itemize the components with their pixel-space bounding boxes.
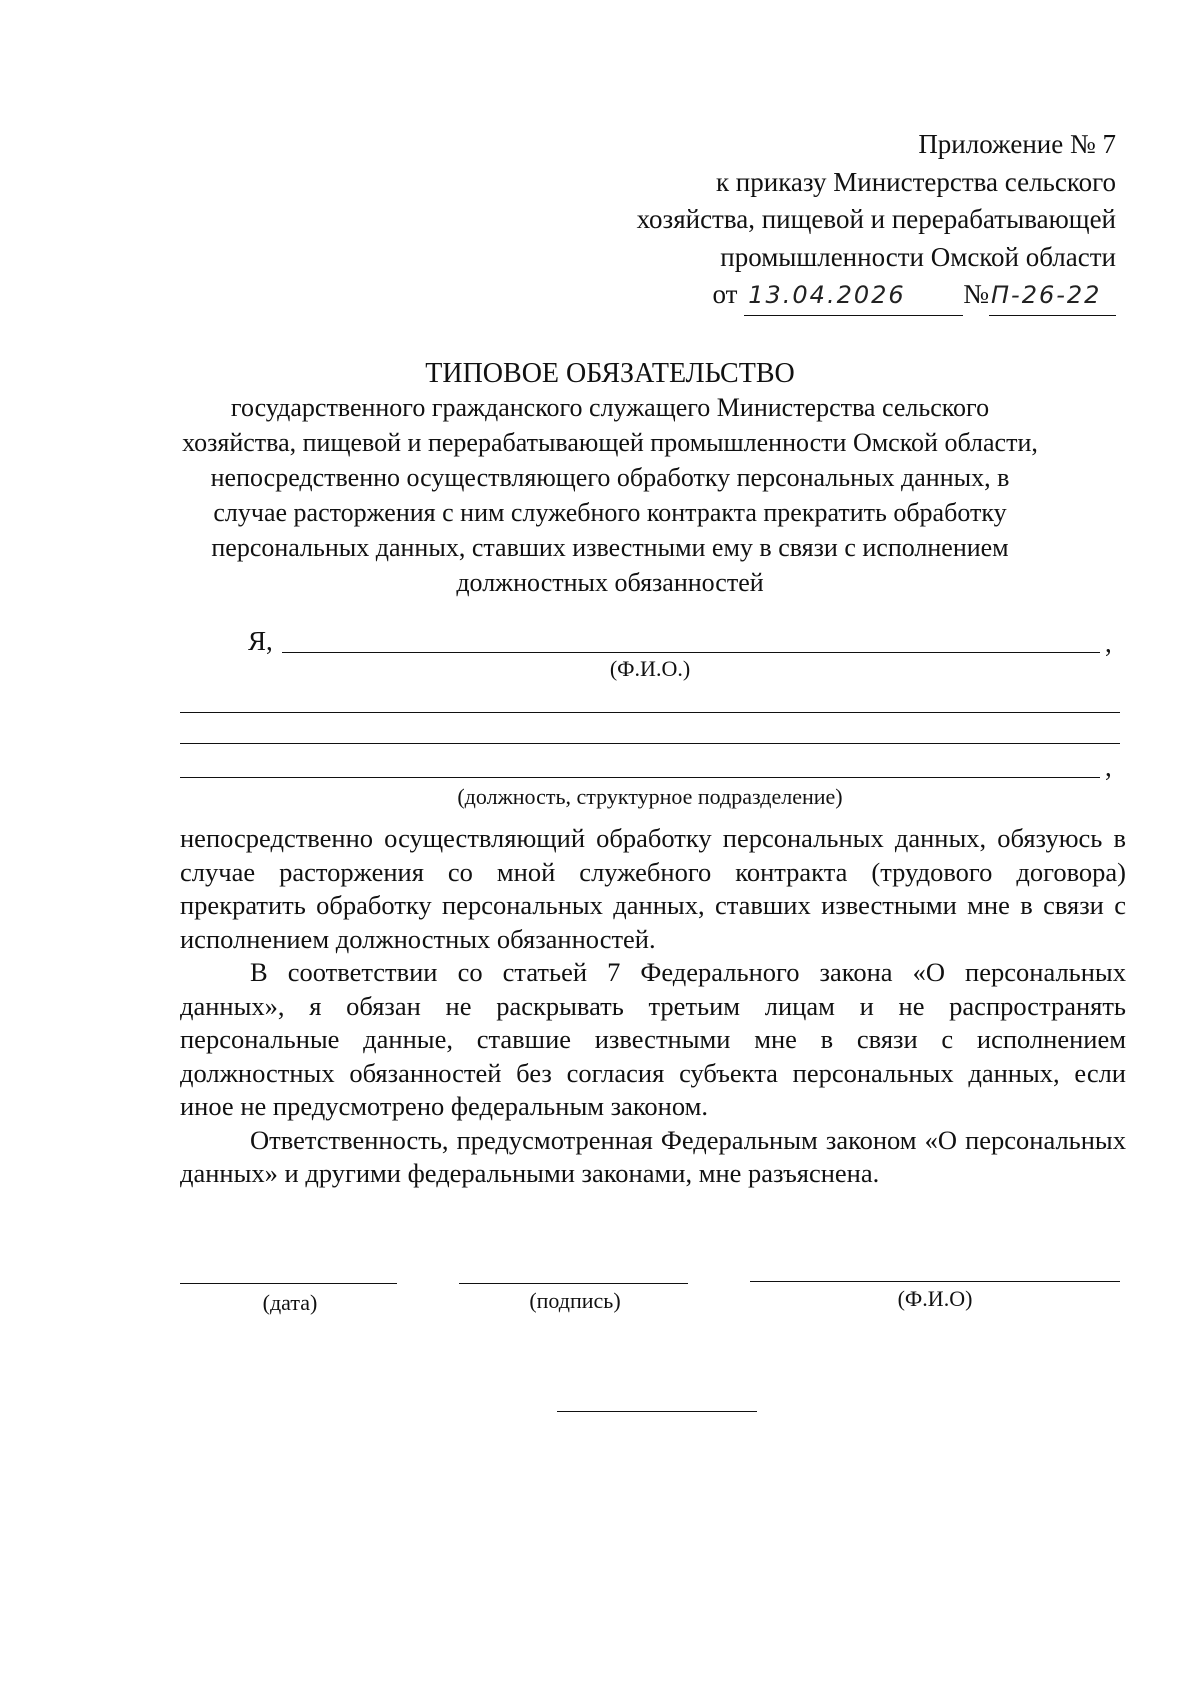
fio-comma: , <box>1105 628 1112 658</box>
sign-signature-line[interactable] <box>459 1283 688 1284</box>
subtitle-line: государственного гражданского служащего Министерства сельского <box>230 393 990 422</box>
fio-fill-line[interactable] <box>282 652 1100 653</box>
order-date-handwritten: 13.04.2026 <box>748 281 906 309</box>
order-number-field <box>989 276 1116 316</box>
fio-signature-line[interactable] <box>750 1281 1120 1282</box>
document-title: ТИПОВОЕ ОБЯЗАТЕЛЬСТВО <box>425 358 795 389</box>
subtitle-line: непосредственно осуществляющего обработку персональных данных, в <box>210 463 1010 492</box>
position-comma: , <box>1105 752 1112 782</box>
subtitle-line: персональных данных, ставших известными ему в связи с исполнением <box>211 533 1009 562</box>
appendix-line: к приказу Министерства сельского <box>715 166 1116 197</box>
order-date-field <box>744 276 963 316</box>
commitment-body <box>180 822 1126 1191</box>
i-label: Я, <box>248 626 273 656</box>
date-caption: (дата) <box>262 1290 318 1315</box>
appendix-line: Приложение № 7 <box>918 129 1116 159</box>
position-fill-line-1[interactable] <box>180 712 1120 713</box>
position-fill-line-2[interactable] <box>180 743 1120 744</box>
sign-caption: (подпись) <box>529 1288 621 1313</box>
body-paragraph-3: Ответственность, предусмотренная Федеральным законом «О персональных данных» и другими федеральными законами, мне разъяснена. <box>180 1124 1126 1188</box>
date-prefix: от <box>712 279 738 309</box>
appendix-line: промышленности Омской области <box>720 241 1116 272</box>
fio-caption: (Ф.И.О.) <box>609 656 691 681</box>
position-caption: (должность, структурное подразделение) <box>457 784 843 809</box>
appendix-line: хозяйства, пищевой и перерабатывающей <box>636 204 1116 234</box>
subtitle-line: хозяйства, пищевой и перерабатывающей промышленности Омской области, <box>182 428 1038 457</box>
number-prefix: № <box>963 279 989 309</box>
fio-final-caption: (Ф.И.О) <box>897 1286 973 1311</box>
body-paragraph-2: В соответствии со статьей 7 Федерального закона «О персональных данных», я обязан не раскрывать третьим лицам и не распространять персональные данные, ставшие известными мне в связи с исполнением должностных обязанностей без согласия субъекта персональных данных, если иное не предусмотрено федеральным законом. <box>180 957 1126 1121</box>
position-fill-line-3[interactable] <box>180 777 1100 778</box>
body-paragraph-1: непосредственно осуществляющий обработку персональных данных, обязуюсь в случае расторжения со мной служебного контракта (трудового договора) прекратить обработку персональных данных, ставших известными мне в связи с исполнением должностных обязанностей. <box>180 823 1126 954</box>
subtitle-line: должностных обязанностей <box>456 568 764 597</box>
date-signature-line[interactable] <box>180 1283 397 1284</box>
closing-separator <box>557 1411 757 1412</box>
appendix-header <box>556 126 1116 316</box>
order-number-handwritten: П-26-22 <box>991 281 1102 309</box>
subtitle-line: случае расторжения с ним служебного контракта прекратить обработку <box>213 498 1007 527</box>
order-date-number-line <box>556 276 1116 316</box>
document-subtitle <box>180 390 1040 600</box>
